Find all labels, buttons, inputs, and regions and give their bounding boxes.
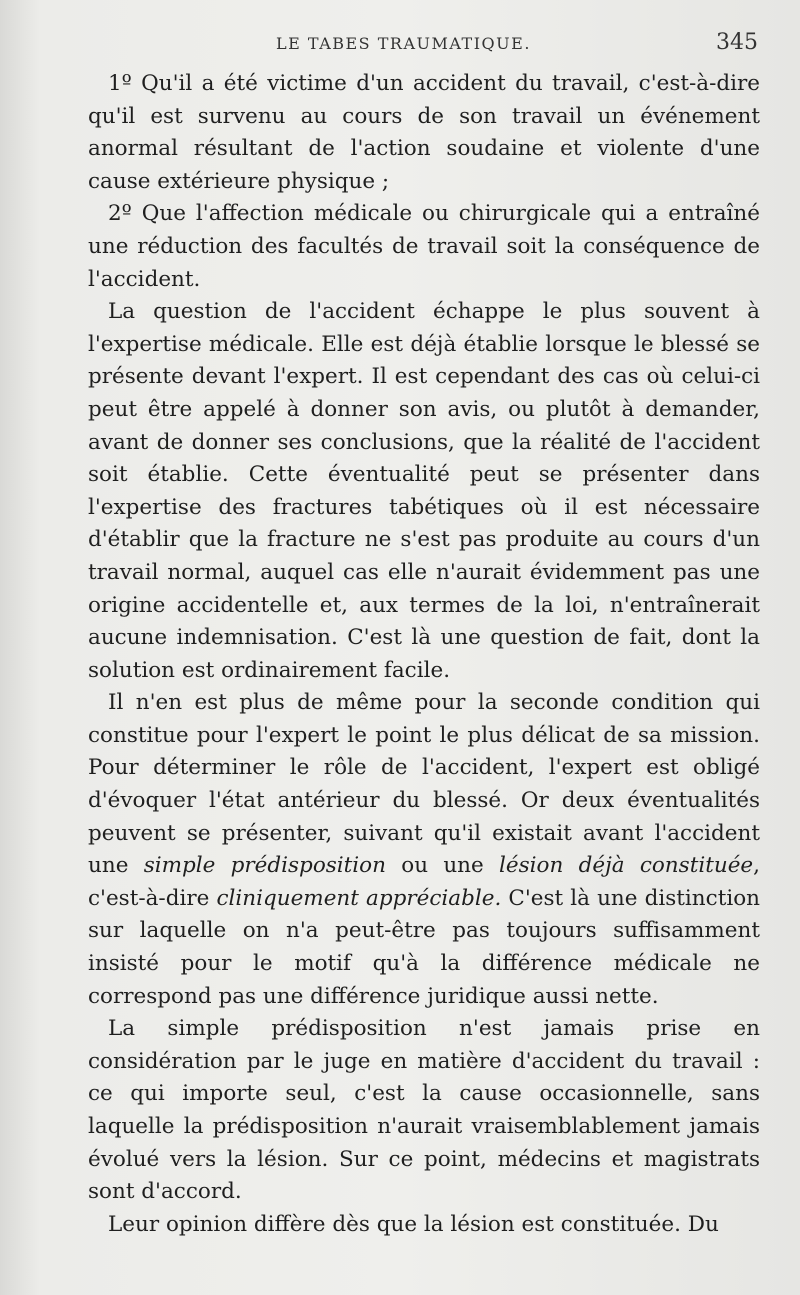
emphasis-cliniquement-appreciable: cliniquement appréciable. — [216, 885, 502, 911]
paragraph-2: 2º Que l'affection médicale ou chirurgicale qui a entraîné une réduction des facultés de travail soit la conséquence de l'accident. — [88, 201, 760, 292]
paragraph-4-text-b: ou une — [385, 853, 500, 879]
page-header — [88, 30, 760, 60]
paragraph-4-text-d: C'est là une distinction sur laquelle on n'a peut-être pas toujours suffisamment insisté pour le motif qu'à la différence médicale ne correspond pas une différence juridique aussi nette. — [88, 885, 761, 1009]
running-title: LE TABES TRAUMATIQUE. — [276, 34, 531, 53]
paragraph-4-text-a: Il n'en est plus de même pour la seconde condition qui constitue pour l'expert le point le plus délicat de sa mission. Pour déterminer le rôle de l'accident, l'expert est obligé d'évoquer l'état antérieur du blessé. Or deux éventualités peuvent se présenter, suivant qu'il existait avant l'accident une — [88, 690, 760, 879]
paragraph-4 — [88, 687, 760, 1013]
emphasis-lesion-constituee: lésion déjà constituée — [499, 853, 754, 879]
body-text — [88, 68, 760, 1241]
paragraph-3: La question de l'accident échappe le plus souvent à l'expertise médicale. Elle est déjà établie lorsque le blessé se présente devant l'expert. Il est cependant des cas où celui-ci peut être appelé à donner son avis, ou plutôt à demander, avant de donner ses conclusions, que la réalité de l'accident soit établie. Cette éventualité peut se présenter dans l'expertise des fractures tabétiques où il est nécessaire d'établir que la fracture ne s'est pas produite au cours d'un travail normal, auquel cas elle n'aurait évidemment pas une origine accidentelle et, aux termes de la loi, n'entraînerait aucune indemnisation. C'est là une question de fait, dont la solution est ordinairement facile. — [88, 299, 760, 683]
paragraph-4-text-c: , c'est-à-dire — [88, 853, 760, 911]
emphasis-simple-predisposition: simple prédisposition — [143, 853, 386, 879]
paragraph-6: Leur opinion diffère dès que la lésion est constituée. Du — [108, 1211, 719, 1237]
paragraph-5: La simple prédisposition n'est jamais prise en considération par le juge en matière d'accident du travail : ce qui importe seul, c'est la cause occasionnelle, sans laquelle la prédisposition n'aurait vraisemblablement jamais évolué vers la lésion. Sur ce point, médecins et magistrats sont d'accord. — [88, 1016, 760, 1205]
paragraph-1: 1º Qu'il a été victime d'un accident du travail, c'est-à-dire qu'il est survenu au cours de son travail un événement anormal résultant de l'action soudaine et violente d'une cause extérieure physique ; — [88, 71, 760, 194]
page-number: 345 — [716, 30, 758, 55]
